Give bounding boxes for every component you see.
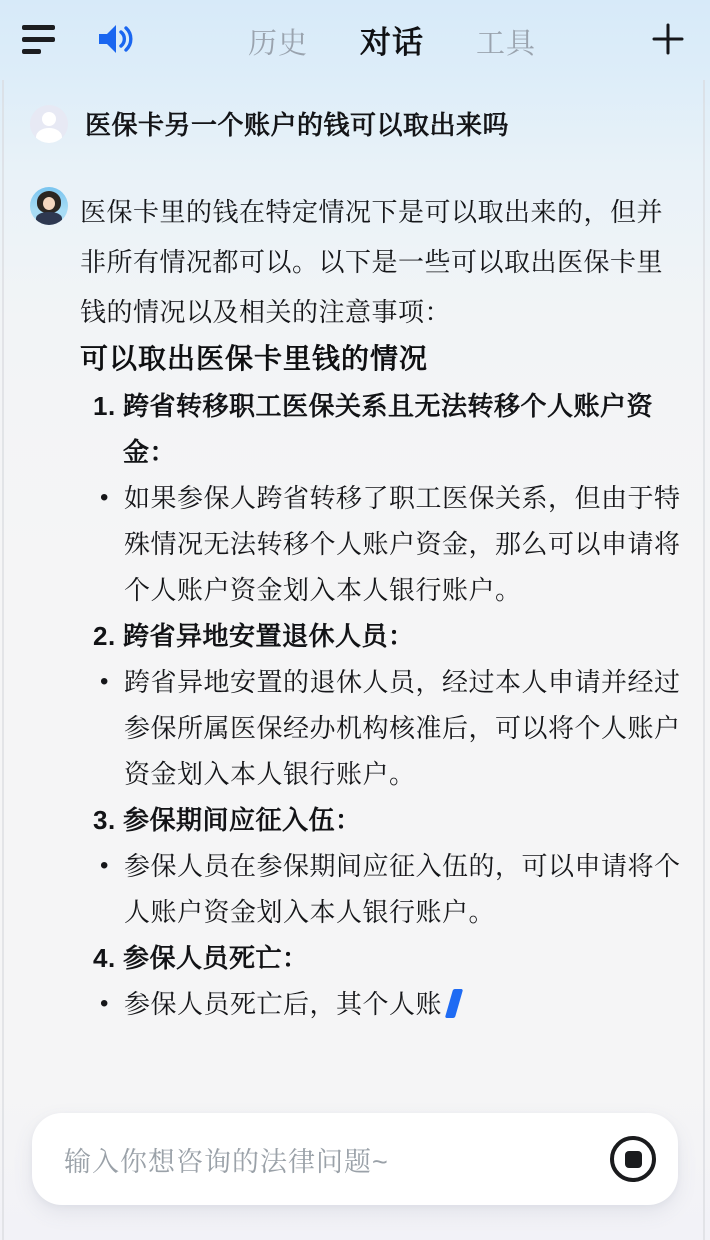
bullet-dot-icon: • bbox=[100, 484, 109, 511]
list-item-number: 2. bbox=[93, 621, 116, 651]
assistant-message-row bbox=[30, 187, 683, 1027]
list-item-title-text: 跨省转移职工医保关系且无法转移个人账户资金： bbox=[123, 391, 654, 467]
user-avatar bbox=[30, 105, 68, 143]
bullet-dot-icon: • bbox=[100, 668, 109, 695]
bullet-text: 跨省异地安置的退休人员，经过本人申请并经过参保所属医保经办机构核准后，可以将个人账户资金划入本人银行账户。 bbox=[124, 667, 681, 789]
bullet-text: 如果参保人跨省转移了职工医保关系，但由于特殊情况无法转移个人账户资金，那么可以申请将个人账户资金划入本人银行账户。 bbox=[124, 483, 681, 605]
tab-history[interactable]: 历史 bbox=[247, 27, 308, 60]
bullet-dot-icon: • bbox=[100, 990, 109, 1017]
assistant-avatar bbox=[30, 187, 68, 225]
tab-tools[interactable]: 工具 bbox=[476, 27, 537, 60]
list-item-number: 3. bbox=[93, 805, 116, 835]
tab-bar bbox=[136, 17, 648, 62]
list-item-title-text: 跨省异地安置退休人员： bbox=[123, 621, 415, 651]
message-input[interactable]: 输入你想咨询的法律问题~ bbox=[64, 1146, 389, 1177]
bullet-text: 参保人员在参保期间应征入伍的，可以申请将个人账户资金划入本人银行账户。 bbox=[124, 851, 681, 927]
composer-bar bbox=[32, 1113, 678, 1205]
chat-area bbox=[0, 78, 710, 1027]
assistant-message-content bbox=[80, 187, 683, 1027]
assistant-numbered-list bbox=[80, 383, 683, 1027]
bullet-dot-icon: • bbox=[100, 852, 109, 879]
menu-icon[interactable] bbox=[22, 24, 56, 54]
streaming-cursor bbox=[445, 989, 463, 1018]
user-message-row bbox=[30, 105, 683, 143]
bullet-text: 参保人员死亡后，其个人账 bbox=[124, 981, 683, 1027]
list-item-number: 4. bbox=[93, 943, 116, 973]
list-item-title-text: 参保期间应征入伍： bbox=[123, 805, 362, 835]
list-item-bullet bbox=[80, 475, 683, 613]
user-message-text: 医保卡另一个账户的钱可以取出来吗 bbox=[85, 110, 510, 140]
list-item-bullet bbox=[80, 981, 683, 1027]
assistant-intro-paragraph: 医保卡里的钱在特定情况下是可以取出来的，但并非所有情况都可以。以下是一些可以取出医保卡里钱的情况以及相关的注意事项： bbox=[80, 197, 664, 327]
top-bar bbox=[0, 0, 710, 78]
list-item-number: 1. bbox=[93, 391, 116, 421]
list-item-title bbox=[80, 383, 683, 475]
list-item-title bbox=[80, 935, 683, 981]
speaker-icon[interactable] bbox=[96, 22, 136, 56]
list-item-title bbox=[80, 613, 683, 659]
stop-icon bbox=[625, 1151, 642, 1168]
list-item-bullet bbox=[80, 659, 683, 797]
list-item-title-text: 参保人员死亡： bbox=[123, 943, 309, 973]
list-item-bullet bbox=[80, 843, 683, 935]
tab-conversation[interactable]: 对话 bbox=[360, 24, 424, 60]
list-item-title bbox=[80, 797, 683, 843]
plus-icon[interactable] bbox=[648, 19, 688, 59]
assistant-section-heading: 可以取出医保卡里钱的情况 bbox=[80, 343, 429, 374]
stop-generation-button[interactable] bbox=[610, 1136, 656, 1182]
